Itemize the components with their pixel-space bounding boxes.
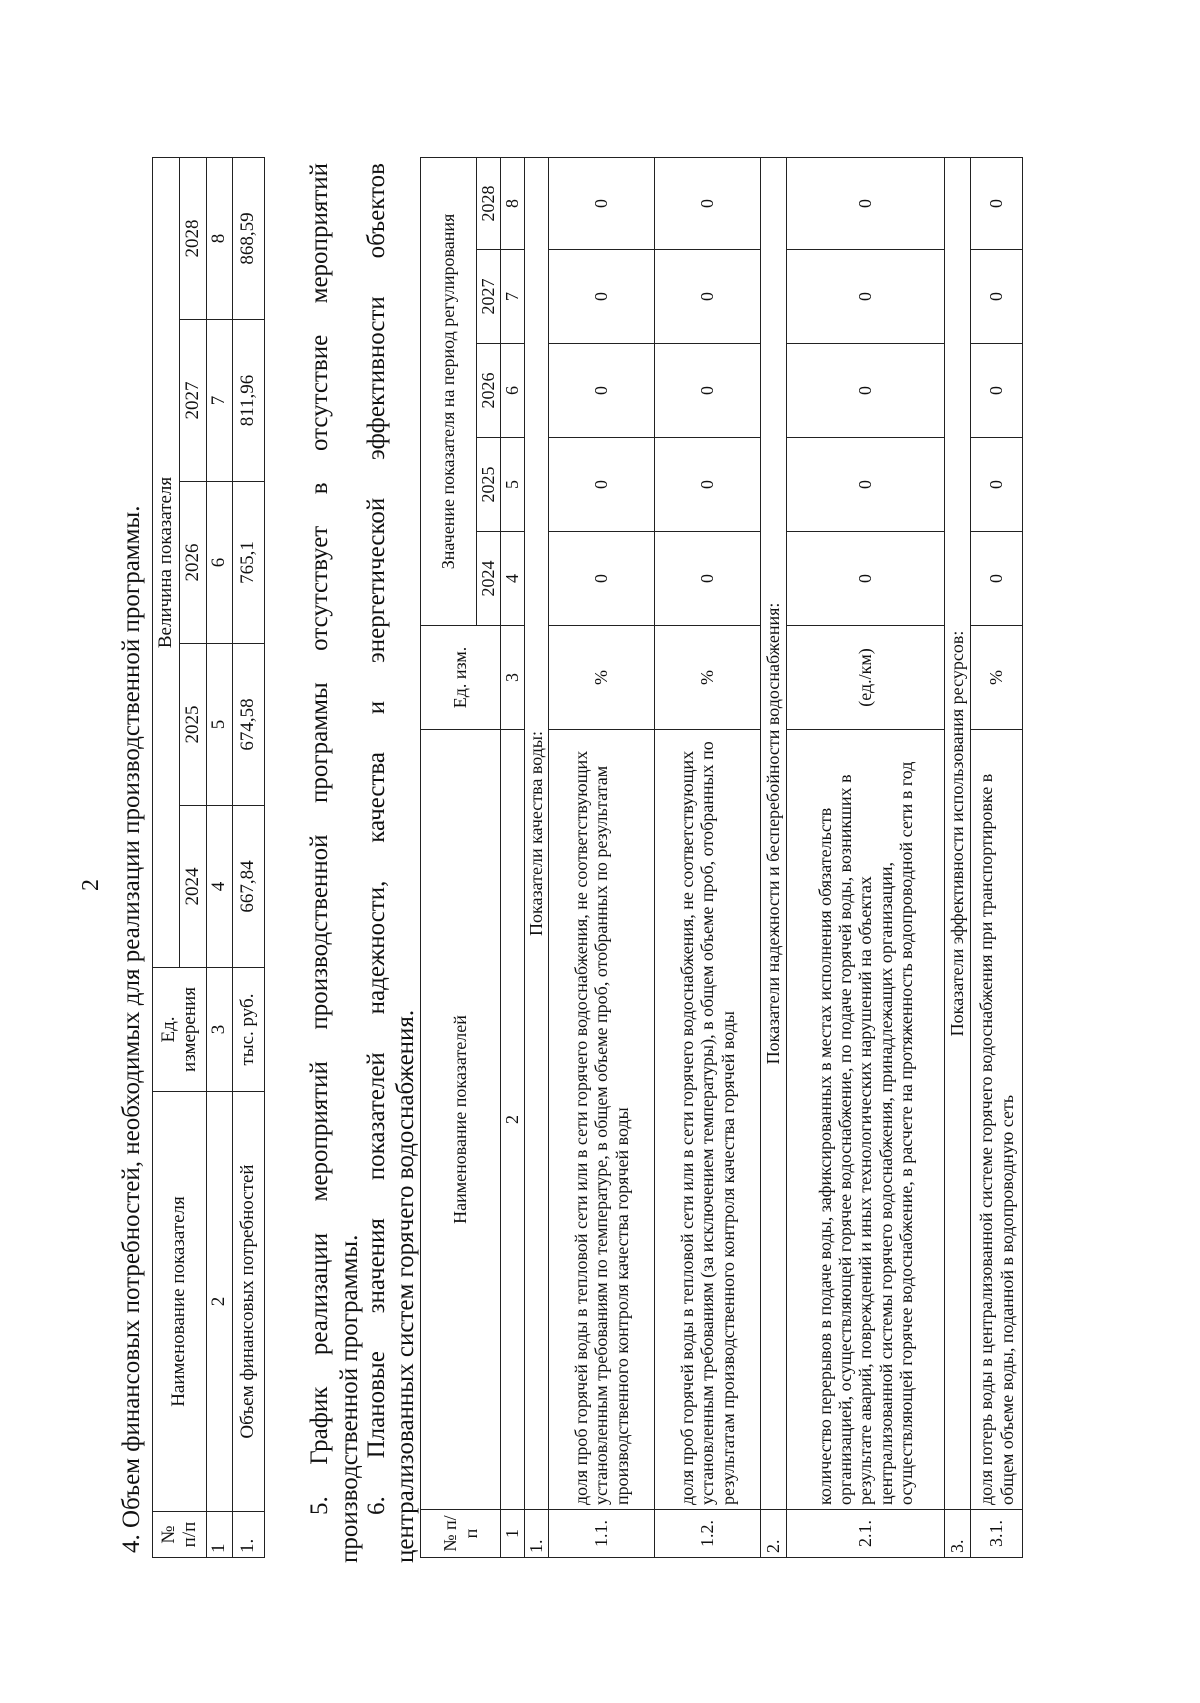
header-year: 2025 (477, 438, 501, 532)
header-unit: Ед. изм. (421, 626, 501, 730)
index-cell: 6 (207, 482, 233, 644)
section-4-title: 4. Объем финансовых потребностей, необходимых для реализации производственной программы. (118, 505, 145, 1553)
row-name: доля потерь воды в централизованной системе горячего водоснабжения при транспортировке в общем объеме воды, поданной в водопроводную сеть (971, 730, 1023, 1510)
header-num: № п/п (421, 1510, 501, 1558)
index-cell: 8 (207, 157, 233, 319)
table-row (971, 157, 1023, 1557)
section-6-line-1: 6. Плановые значения показателей надежности, качества и энергетической эффективности объектов (363, 163, 390, 1515)
section-title: Показатели качества воды: (525, 157, 549, 1509)
header-name: Наименование показателей (421, 730, 501, 1510)
header-unit: Ед. измерения (153, 968, 207, 1092)
index-cell: 4 (501, 532, 525, 626)
header-year: 2026 (180, 482, 207, 644)
row-num: 2.1. (787, 1510, 945, 1558)
row-value: 0 (787, 438, 945, 532)
row-value: 0 (549, 532, 655, 626)
section-6-line-2: централизованных систем горячего водоснабжения. (392, 1009, 419, 1563)
section-title: Показатели эффективности использования ресурсов: (945, 157, 971, 1509)
section-row (945, 157, 971, 1557)
header-group: Величина показателя (153, 157, 180, 967)
index-cell: 4 (207, 806, 233, 968)
row-value: 868,59 (233, 157, 265, 319)
indicators-table (420, 157, 1023, 1558)
row-name: количество перерывов в подаче воды, зафиксированных в местах исполнения обязательств организацией, осуществляющей горячее водоснабжение, по подаче горячей воды, возникших в результате аварий, повреждений и иных технологических нарушений на объектах централизованной системы горячего водоснабжения, принадлежащих организации, осуществляющей горячее водоснабжение, в расчете на протяженность водопроводной сети в год (787, 730, 945, 1510)
table-row (233, 157, 265, 1557)
row-value: 667,84 (233, 806, 265, 968)
index-cell: 1 (501, 1510, 525, 1558)
section-row (525, 157, 549, 1557)
row-value: 0 (655, 157, 761, 249)
section-num: 1. (525, 1510, 549, 1558)
index-row (207, 157, 233, 1557)
row-value: 0 (787, 250, 945, 344)
row-value: 0 (549, 344, 655, 438)
section-num: 2. (761, 1510, 787, 1558)
page-number: 2 (78, 879, 104, 891)
header-year: 2028 (180, 157, 207, 319)
row-value: 0 (655, 344, 761, 438)
index-cell: 5 (207, 644, 233, 806)
row-value: 0 (549, 438, 655, 532)
table-row (787, 157, 945, 1557)
index-row (501, 157, 525, 1557)
row-name: Объем финансовых потребностей (233, 1092, 265, 1512)
header-year: 2024 (180, 806, 207, 968)
row-value: 0 (971, 438, 1023, 532)
row-unit: % (549, 626, 655, 730)
index-cell: 6 (501, 344, 525, 438)
header-num: № п/п (153, 1512, 207, 1558)
table-row (655, 157, 761, 1557)
row-num: 1.1. (549, 1510, 655, 1558)
row-value: 811,96 (233, 320, 265, 482)
header-group: Значение показателя на период регулирования (421, 157, 477, 625)
row-value: 0 (655, 532, 761, 626)
section-5-line-1: 5. График реализации мероприятий производственной программы отсутствует в отсутствие мероприятий (306, 163, 333, 1515)
financial-needs-table (152, 157, 265, 1558)
index-cell: 3 (501, 626, 525, 730)
header-year: 2025 (180, 644, 207, 806)
row-num: 1.2. (655, 1510, 761, 1558)
row-value: 0 (971, 250, 1023, 344)
section-5-line-2: производственной программы. (336, 1234, 363, 1563)
row-num: 3.1. (971, 1510, 1023, 1558)
header-year: 2026 (477, 344, 501, 438)
row-unit: тыс. руб. (233, 968, 265, 1092)
row-value: 674,58 (233, 644, 265, 806)
row-value: 765,1 (233, 482, 265, 644)
index-cell: 2 (207, 1092, 233, 1512)
row-value: 0 (971, 344, 1023, 438)
row-value: 0 (787, 532, 945, 626)
row-value: 0 (655, 438, 761, 532)
row-value: 0 (971, 532, 1023, 626)
row-unit: % (655, 626, 761, 730)
index-cell: 3 (207, 968, 233, 1092)
index-cell: 1 (207, 1512, 233, 1558)
header-year: 2028 (477, 157, 501, 249)
section-num: 3. (945, 1510, 971, 1558)
row-name: доля проб горячей воды в тепловой сети или в сети горячего водоснабжения, не соответствующих установленным требованиям по температуре, в общем объеме проб, отобранных по результатам производственного контроля качества горячей воды (549, 730, 655, 1510)
index-cell: 8 (501, 157, 525, 249)
row-unit: % (971, 626, 1023, 730)
index-cell: 5 (501, 438, 525, 532)
row-num: 1. (233, 1512, 265, 1558)
header-year: 2027 (477, 250, 501, 344)
row-value: 0 (655, 250, 761, 344)
section-row (761, 157, 787, 1557)
header-year: 2024 (477, 532, 501, 626)
row-value: 0 (787, 344, 945, 438)
header-name: Наименование показателя (153, 1092, 207, 1512)
header-year: 2027 (180, 320, 207, 482)
row-value: 0 (787, 157, 945, 249)
section-title: Показатели надежности и бесперебойности водоснабжения: (761, 157, 787, 1509)
row-value: 0 (549, 157, 655, 249)
row-value: 0 (971, 157, 1023, 249)
index-cell: 7 (207, 320, 233, 482)
row-value: 0 (549, 250, 655, 344)
index-cell: 7 (501, 250, 525, 344)
table-row (549, 157, 655, 1557)
index-cell: 2 (501, 730, 525, 1510)
row-name: доля проб горячей воды в тепловой сети или в сети горячего водоснабжения, не соответствующих установленным требованиям (за исключением температуры), в общем объеме проб, отобранных по результатам производственного контроля качества горячей воды (655, 730, 761, 1510)
row-unit: (ед./км) (787, 626, 945, 730)
